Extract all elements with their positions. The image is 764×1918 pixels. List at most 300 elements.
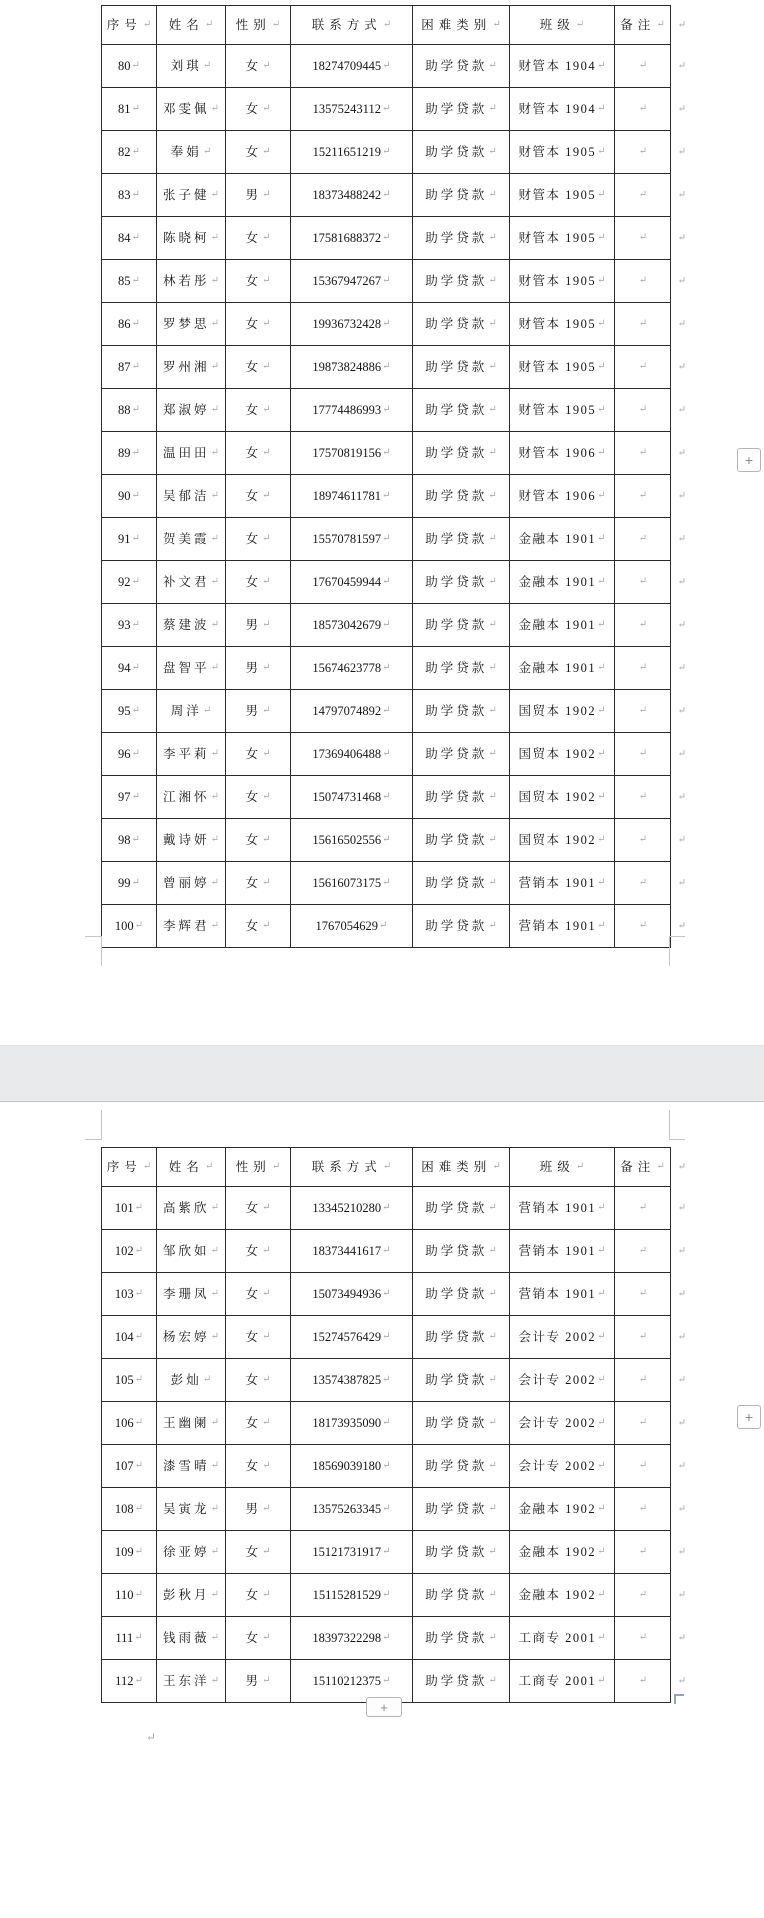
cell-phone[interactable] (290, 260, 412, 302)
cell-gender[interactable] (225, 1187, 290, 1229)
cell-class[interactable] (509, 217, 614, 259)
cell-class[interactable] (509, 690, 614, 732)
end-of-cell-mark: ↵ (597, 1503, 606, 1514)
cell-name[interactable] (156, 174, 225, 216)
table-row (102, 1573, 686, 1616)
cell-category[interactable] (412, 690, 509, 732)
cell-category[interactable] (412, 1660, 509, 1702)
end-of-cell-mark: ↵ (131, 60, 140, 71)
cell-remark[interactable] (614, 1531, 670, 1573)
cell-name[interactable] (156, 389, 225, 431)
cell-phone[interactable] (290, 303, 412, 345)
cell-no[interactable] (102, 217, 156, 259)
cell-gender[interactable] (225, 217, 290, 259)
cell-no[interactable] (102, 1402, 156, 1444)
header-cell-name[interactable] (156, 6, 225, 44)
cell-remark[interactable] (614, 131, 670, 173)
cell-category[interactable] (412, 131, 509, 173)
end-of-cell-mark: ↵ (210, 275, 219, 286)
cell-remark[interactable] (614, 1273, 670, 1315)
header-cell-no[interactable] (102, 6, 156, 44)
cell-gender[interactable] (225, 1316, 290, 1358)
cell-name[interactable] (156, 1488, 225, 1530)
cell-category[interactable] (412, 260, 509, 302)
cell-class[interactable] (509, 733, 614, 775)
cell-category[interactable] (412, 819, 509, 861)
cell-gender[interactable] (225, 690, 290, 732)
cell-no[interactable] (102, 1273, 156, 1315)
cell-name[interactable] (156, 776, 225, 818)
table-row (102, 1229, 686, 1272)
cell-class[interactable] (509, 1230, 614, 1272)
cell-no[interactable] (102, 346, 156, 388)
cell-remark[interactable] (614, 1445, 670, 1487)
cell-class[interactable] (509, 346, 614, 388)
cell-phone[interactable] (290, 1445, 412, 1487)
cell-category[interactable] (412, 88, 509, 130)
end-of-cell-mark: ↵ (204, 19, 214, 30)
cell-name[interactable] (156, 647, 225, 689)
cell-remark[interactable] (614, 389, 670, 431)
cell-gender[interactable] (225, 475, 290, 517)
cell-text: 女 (245, 1458, 262, 1473)
cell-remark[interactable] (614, 346, 670, 388)
cell-gender[interactable] (225, 174, 290, 216)
cell-gender[interactable] (225, 905, 290, 947)
cell-no[interactable] (102, 131, 156, 173)
cell-gender[interactable] (225, 518, 290, 560)
header-cell-name[interactable] (156, 1148, 225, 1186)
cell-phone[interactable] (290, 131, 412, 173)
cell-no[interactable] (102, 561, 156, 603)
cell-class[interactable] (509, 1574, 614, 1616)
end-of-cell-mark: ↵ (382, 318, 391, 329)
cell-text: 80 (118, 58, 131, 73)
cell-remark[interactable] (614, 1402, 670, 1444)
cell-name[interactable] (156, 1660, 225, 1702)
cell-name[interactable] (156, 1273, 225, 1315)
cell-gender[interactable] (225, 604, 290, 646)
cell-gender[interactable] (225, 561, 290, 603)
cell-text: 营销本 1901 (518, 875, 597, 890)
cell-remark[interactable] (614, 217, 670, 259)
cell-remark[interactable] (614, 88, 670, 130)
cell-remark[interactable] (614, 174, 670, 216)
cell-category[interactable] (412, 303, 509, 345)
end-of-cell-mark: ↵ (638, 146, 648, 157)
cell-text: 女 (245, 918, 262, 933)
end-of-cell-mark: ↵ (131, 189, 140, 200)
cell-phone[interactable] (290, 518, 412, 560)
cell-category[interactable] (412, 776, 509, 818)
header-cell-phone[interactable] (290, 6, 412, 44)
table-row (102, 302, 686, 345)
cell-class[interactable] (509, 1187, 614, 1229)
cell-no[interactable] (102, 905, 156, 947)
cell-name[interactable] (156, 1187, 225, 1229)
cell-name[interactable] (156, 303, 225, 345)
cell-phone[interactable] (290, 905, 412, 947)
cell-category[interactable] (412, 1445, 509, 1487)
cell-text: 94 (118, 660, 131, 675)
cell-phone[interactable] (290, 1316, 412, 1358)
cell-category[interactable] (412, 1316, 509, 1358)
cell-phone[interactable] (290, 475, 412, 517)
cell-class[interactable] (509, 1488, 614, 1530)
end-of-cell-mark: ↵ (597, 103, 606, 114)
insert-plus-button[interactable]: + (737, 1405, 761, 1429)
end-of-cell-mark: ↵ (262, 662, 271, 673)
cell-no[interactable] (102, 475, 156, 517)
end-of-cell-mark: ↵ (382, 275, 391, 286)
cell-category[interactable] (412, 1359, 509, 1401)
cell-class[interactable] (509, 1617, 614, 1659)
cell-no[interactable] (102, 88, 156, 130)
cell-gender[interactable] (225, 733, 290, 775)
end-of-cell-mark: ↵ (638, 490, 648, 501)
cell-gender[interactable] (225, 1660, 290, 1702)
cell-phone[interactable] (290, 432, 412, 474)
cell-category[interactable] (412, 1273, 509, 1315)
cell-remark[interactable] (614, 260, 670, 302)
cell-gender[interactable] (225, 346, 290, 388)
cell-text: 93 (118, 617, 131, 632)
cell-gender[interactable] (225, 1402, 290, 1444)
cell-name[interactable] (156, 1445, 225, 1487)
cell-category[interactable] (412, 1531, 509, 1573)
cell-phone[interactable] (290, 217, 412, 259)
cell-name[interactable] (156, 260, 225, 302)
end-of-cell-mark: ↵ (382, 834, 391, 845)
cell-class[interactable] (509, 88, 614, 130)
cell-name[interactable] (156, 217, 225, 259)
cell-phone[interactable] (290, 1660, 412, 1702)
cell-remark[interactable] (614, 475, 670, 517)
cell-category[interactable] (412, 432, 509, 474)
cell-no[interactable] (102, 647, 156, 689)
end-of-cell-mark: ↵ (638, 662, 648, 673)
cell-class[interactable] (509, 1660, 614, 1702)
cell-category[interactable] (412, 217, 509, 259)
cell-name[interactable] (156, 1402, 225, 1444)
cell-text: 95 (118, 703, 131, 718)
cell-gender[interactable] (225, 647, 290, 689)
cell-gender[interactable] (225, 389, 290, 431)
cell-category[interactable] (412, 1574, 509, 1616)
end-of-cell-mark: ↵ (597, 318, 606, 329)
cell-phone[interactable] (290, 776, 412, 818)
cell-category[interactable] (412, 45, 509, 87)
cell-no[interactable] (102, 1488, 156, 1530)
header-cell-class[interactable] (509, 6, 614, 44)
cell-phone[interactable] (290, 862, 412, 904)
cell-category[interactable] (412, 1617, 509, 1659)
cell-remark[interactable] (614, 1574, 670, 1616)
cell-gender[interactable] (225, 88, 290, 130)
cell-category[interactable] (412, 733, 509, 775)
end-of-cell-mark: ↵ (131, 576, 140, 587)
cell-remark[interactable] (614, 1359, 670, 1401)
cell-class[interactable] (509, 260, 614, 302)
header-cell-no[interactable] (102, 1148, 156, 1186)
cell-no[interactable] (102, 432, 156, 474)
cell-remark[interactable] (614, 1316, 670, 1358)
cell-no[interactable] (102, 776, 156, 818)
cell-class[interactable] (509, 1316, 614, 1358)
cell-name[interactable] (156, 1574, 225, 1616)
cell-gender[interactable] (225, 1488, 290, 1530)
cell-phone[interactable] (290, 1230, 412, 1272)
cell-remark[interactable] (614, 303, 670, 345)
cell-category[interactable] (412, 1230, 509, 1272)
cell-class[interactable] (509, 561, 614, 603)
cell-name[interactable] (156, 88, 225, 130)
cell-text: 助学贷款 (425, 402, 488, 417)
header-cell-category[interactable] (412, 1148, 509, 1186)
cell-category[interactable] (412, 1402, 509, 1444)
cell-no[interactable] (102, 1445, 156, 1487)
cell-no[interactable] (102, 174, 156, 216)
cell-no[interactable] (102, 389, 156, 431)
cell-phone[interactable] (290, 1488, 412, 1530)
cell-remark[interactable] (614, 690, 670, 732)
end-of-cell-mark: ↵ (210, 1202, 219, 1213)
cell-name[interactable] (156, 1617, 225, 1659)
cell-category[interactable] (412, 346, 509, 388)
cell-phone[interactable] (290, 88, 412, 130)
header-cell-gender[interactable] (225, 6, 290, 44)
cell-no[interactable] (102, 690, 156, 732)
cell-category[interactable] (412, 647, 509, 689)
cell-class[interactable] (509, 45, 614, 87)
cell-no[interactable] (102, 862, 156, 904)
cell-class[interactable] (509, 475, 614, 517)
cell-gender[interactable] (225, 776, 290, 818)
cell-no[interactable] (102, 1617, 156, 1659)
header-cell-remark[interactable] (614, 6, 670, 44)
cell-name[interactable] (156, 1531, 225, 1573)
cell-remark[interactable] (614, 905, 670, 947)
cell-text: 助学贷款 (425, 1200, 488, 1215)
cell-no[interactable] (102, 1531, 156, 1573)
header-cell-gender[interactable] (225, 1148, 290, 1186)
cell-phone[interactable] (290, 604, 412, 646)
header-cell-category[interactable] (412, 6, 509, 44)
cell-name[interactable] (156, 1316, 225, 1358)
cell-text: 97 (118, 789, 131, 804)
cell-name[interactable] (156, 905, 225, 947)
cell-gender[interactable] (225, 45, 290, 87)
cell-phone[interactable] (290, 733, 412, 775)
cell-no[interactable] (102, 733, 156, 775)
cell-name[interactable] (156, 819, 225, 861)
cell-category[interactable] (412, 389, 509, 431)
cell-class[interactable] (509, 174, 614, 216)
cell-no[interactable] (102, 1187, 156, 1229)
cell-class[interactable] (509, 1402, 614, 1444)
cell-name[interactable] (156, 862, 225, 904)
cell-remark[interactable] (614, 862, 670, 904)
cell-text: 刘琪 (170, 58, 202, 73)
cell-gender[interactable] (225, 432, 290, 474)
cell-category[interactable] (412, 1488, 509, 1530)
cell-class[interactable] (509, 647, 614, 689)
end-of-row-mark: ↵ (677, 275, 686, 287)
header-cell-class[interactable] (509, 1148, 614, 1186)
cell-class[interactable] (509, 819, 614, 861)
cell-text: 邹欣如 (163, 1243, 210, 1258)
cell-class[interactable] (509, 1445, 614, 1487)
table-row (102, 1444, 686, 1487)
end-of-cell-mark: ↵ (381, 490, 391, 501)
cell-class[interactable] (509, 862, 614, 904)
cell-class[interactable] (509, 1359, 614, 1401)
cell-phone[interactable] (290, 1187, 412, 1229)
cell-remark[interactable] (614, 432, 670, 474)
cell-class[interactable] (509, 1531, 614, 1573)
end-of-row-mark: ↵ (677, 1288, 686, 1300)
cell-remark[interactable] (614, 45, 670, 87)
cell-phone[interactable] (290, 1359, 412, 1401)
cell-no[interactable] (102, 1316, 156, 1358)
cell-phone[interactable] (290, 346, 412, 388)
cell-remark[interactable] (614, 776, 670, 818)
end-of-cell-mark: ↵ (142, 19, 152, 30)
cell-gender[interactable] (225, 1617, 290, 1659)
cell-category[interactable] (412, 905, 509, 947)
end-of-cell-mark: ↵ (638, 920, 648, 931)
cell-gender[interactable] (225, 1574, 290, 1616)
cell-class[interactable] (509, 389, 614, 431)
cell-name[interactable] (156, 131, 225, 173)
cell-remark[interactable] (614, 733, 670, 775)
cell-no[interactable] (102, 1230, 156, 1272)
cell-name[interactable] (156, 346, 225, 388)
cell-phone[interactable] (290, 1402, 412, 1444)
table-row (102, 1530, 686, 1573)
end-of-cell-mark: ↵ (488, 1288, 497, 1299)
cell-name[interactable] (156, 1359, 225, 1401)
cell-gender[interactable] (225, 862, 290, 904)
cell-no[interactable] (102, 45, 156, 87)
header-cell-phone[interactable] (290, 1148, 412, 1186)
cell-no[interactable] (102, 1359, 156, 1401)
cell-no[interactable] (102, 1574, 156, 1616)
cell-remark[interactable] (614, 1660, 670, 1702)
cell-phone[interactable] (290, 1273, 412, 1315)
end-of-cell-mark: ↵ (382, 748, 391, 759)
cell-phone[interactable] (290, 561, 412, 603)
table-resize-handle[interactable] (674, 1694, 684, 1704)
insert-plus-button[interactable]: + (737, 448, 761, 472)
end-of-cell-mark: ↵ (210, 189, 219, 200)
cell-phone[interactable] (290, 45, 412, 87)
end-of-cell-mark: ↵ (134, 1288, 144, 1299)
cell-name[interactable] (156, 561, 225, 603)
cell-class[interactable] (509, 776, 614, 818)
cell-class[interactable] (509, 303, 614, 345)
cell-category[interactable] (412, 475, 509, 517)
cell-no[interactable] (102, 303, 156, 345)
cell-remark[interactable] (614, 561, 670, 603)
cell-category[interactable] (412, 862, 509, 904)
cell-no[interactable] (102, 1660, 156, 1702)
cell-category[interactable] (412, 604, 509, 646)
cell-gender[interactable] (225, 1359, 290, 1401)
cell-text: 江湘怀 (163, 789, 210, 804)
end-of-cell-mark: ↵ (131, 877, 140, 888)
table-row (102, 646, 686, 689)
cell-remark[interactable] (614, 1617, 670, 1659)
cell-class[interactable] (509, 131, 614, 173)
cell-remark[interactable] (614, 604, 670, 646)
cell-name[interactable] (156, 733, 225, 775)
cell-gender[interactable] (225, 1230, 290, 1272)
cell-category[interactable] (412, 174, 509, 216)
end-of-cell-mark: ↵ (210, 791, 219, 802)
cell-remark[interactable] (614, 1187, 670, 1229)
cell-no[interactable] (102, 260, 156, 302)
cell-no[interactable] (102, 819, 156, 861)
cell-phone[interactable] (290, 174, 412, 216)
cell-remark[interactable] (614, 518, 670, 560)
cell-phone[interactable] (290, 1574, 412, 1616)
cell-no[interactable] (102, 518, 156, 560)
cell-class[interactable] (509, 518, 614, 560)
cell-remark[interactable] (614, 1488, 670, 1530)
cell-remark[interactable] (614, 647, 670, 689)
end-of-row-mark: ↵ (677, 60, 686, 72)
cell-remark[interactable] (614, 819, 670, 861)
cell-name[interactable] (156, 1230, 225, 1272)
insert-row-plus-button[interactable]: + (366, 1697, 402, 1717)
cell-class[interactable] (509, 1273, 614, 1315)
cell-phone[interactable] (290, 690, 412, 732)
cell-name[interactable] (156, 45, 225, 87)
cell-name[interactable] (156, 475, 225, 517)
header-cell-remark[interactable] (614, 1148, 670, 1186)
cell-gender[interactable] (225, 1445, 290, 1487)
cell-category[interactable] (412, 518, 509, 560)
cell-name[interactable] (156, 432, 225, 474)
cell-phone[interactable] (290, 1617, 412, 1659)
cell-name[interactable] (156, 690, 225, 732)
table-row (102, 216, 686, 259)
cell-phone[interactable] (290, 389, 412, 431)
cell-phone[interactable] (290, 1531, 412, 1573)
cell-name[interactable] (156, 604, 225, 646)
cell-category[interactable] (412, 561, 509, 603)
cell-category[interactable] (412, 1187, 509, 1229)
cell-phone[interactable] (290, 647, 412, 689)
cell-gender[interactable] (225, 819, 290, 861)
cell-class[interactable] (509, 905, 614, 947)
cell-gender[interactable] (225, 1531, 290, 1573)
cell-text: 女 (245, 316, 262, 331)
cell-gender[interactable] (225, 260, 290, 302)
cell-gender[interactable] (225, 303, 290, 345)
cell-class[interactable] (509, 432, 614, 474)
cell-phone[interactable] (290, 819, 412, 861)
cell-no[interactable] (102, 604, 156, 646)
end-of-cell-mark: ↵ (488, 576, 497, 587)
end-of-cell-mark: ↵ (597, 275, 606, 286)
cell-gender[interactable] (225, 1273, 290, 1315)
cell-remark[interactable] (614, 1230, 670, 1272)
cell-class[interactable] (509, 604, 614, 646)
cell-name[interactable] (156, 518, 225, 560)
cell-gender[interactable] (225, 131, 290, 173)
